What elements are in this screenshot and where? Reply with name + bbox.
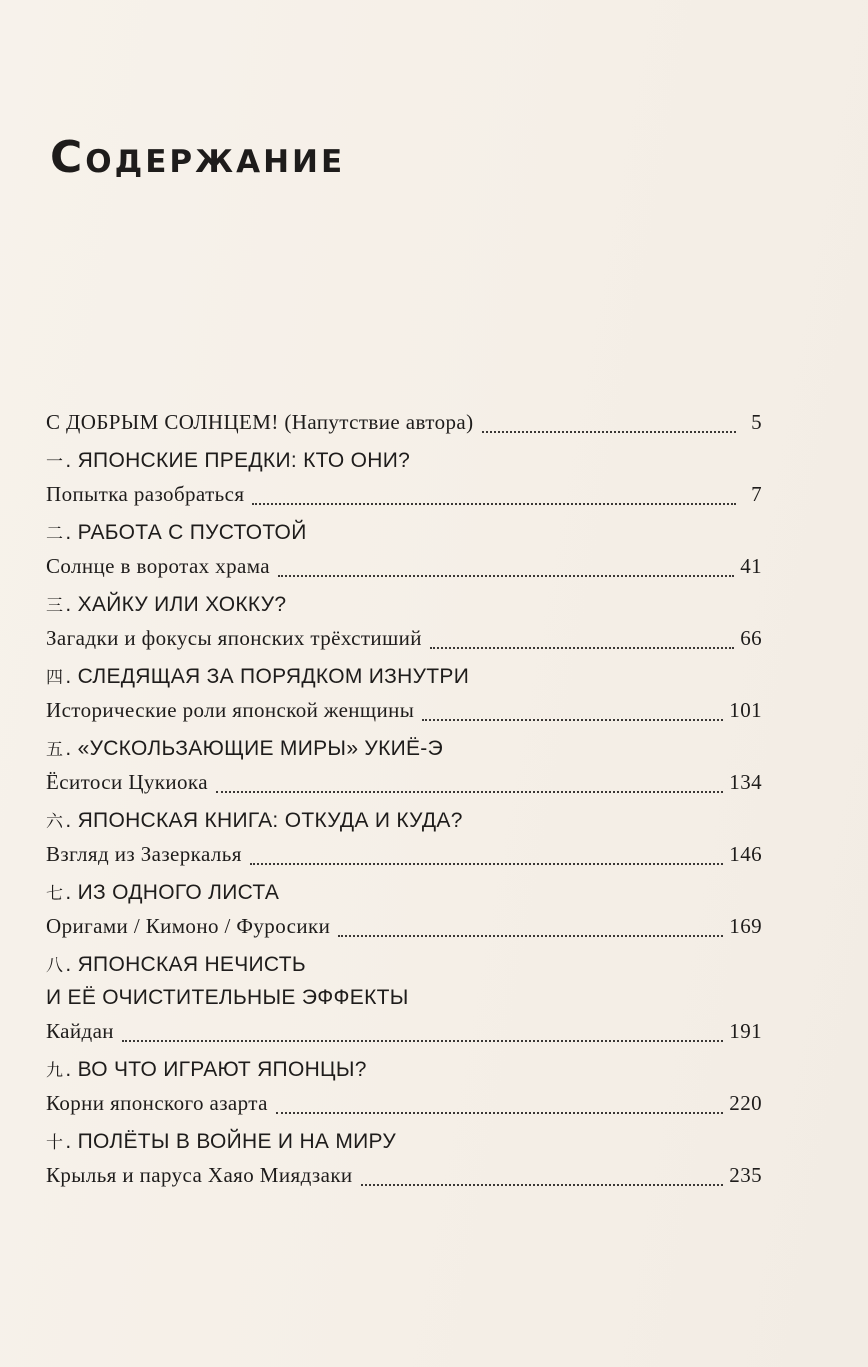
leader-dots [338,935,723,937]
toc-entry-chapter-4 [46,660,762,728]
toc-row [46,404,762,440]
toc-entry-chapter-3 [46,588,762,656]
toc-row [46,621,762,656]
page-number: 41 [740,554,762,578]
leader-dots [250,863,724,865]
leader-dots [276,1112,723,1114]
leader-dots [422,719,723,721]
toc-entry-chapter-8 [46,948,762,1049]
chapter-title: «УСКОЛЬЗАЮЩИЕ МИРЫ» УКИЁ-Э [77,737,443,760]
toc-entry-title: С ДОБРЫМ СОЛНЦЕМ! (Напутствие автора) [46,410,474,434]
chapter-title-continued: И ЕЁ ОЧИСТИТЕЛЬНЫЕ ЭФФЕКТЫ [46,986,409,1009]
chapter-title: ПОЛЁТЫ В ВОЙНЕ И НА МИРУ [77,1130,397,1153]
page-number: 5 [751,410,762,434]
toc-row [46,549,762,584]
chapter-kanji-number: 三 [46,596,64,616]
chapter-title: ИЗ ОДНОГО ЛИСТА [77,881,280,904]
chapter-title: ВО ЧТО ИГРАЮТ ЯПОНЦЫ? [77,1058,367,1081]
chapter-kanji-number: 十 [46,1133,64,1153]
chapter-subtitle: Взгляд из Зазеркалья [46,842,242,866]
chapter-title: ХАЙКУ ИЛИ ХОККУ? [77,593,287,616]
chapter-heading: 四 . СЛЕДЯЩАЯ ЗА ПОРЯДКОМ ИЗНУТРИ [46,660,762,693]
leader-dots [216,791,723,793]
toc-row [46,1158,762,1193]
page-number: 235 [729,1163,762,1187]
toc-entry-chapter-9 [46,1053,762,1121]
chapter-title: ЯПОНСКАЯ КНИГА: ОТКУДА И КУДА? [77,809,463,832]
chapter-title: ЯПОНСКИЕ ПРЕДКИ: КТО ОНИ? [77,449,411,472]
chapter-heading: 三 . ХАЙКУ ИЛИ ХОККУ? [46,588,762,621]
leader-dots [252,503,736,505]
chapter-kanji-number: 五 [46,740,64,760]
chapter-title: ЯПОНСКАЯ НЕЧИСТЬ [77,953,306,976]
chapter-subtitle: Кайдан [46,1019,114,1043]
chapter-subtitle: Ёситоси Цукиока [46,770,208,794]
page-number: 101 [729,698,762,722]
leader-dots [430,647,734,649]
page-number: 146 [729,842,762,866]
chapter-subtitle: Оригами / Кимоно / Фуросики [46,914,331,938]
chapter-kanji-number: 四 [46,668,64,688]
toc-entry-chapter-5 [46,732,762,800]
chapter-subtitle: Попытка разобраться [46,482,245,506]
chapter-subtitle: Исторические роли японской женщины [46,698,415,722]
toc-row [46,477,762,512]
toc-row [46,765,762,800]
toc-row [46,909,762,944]
page-title: Содержание [50,132,346,183]
chapter-heading: 七 . ИЗ ОДНОГО ЛИСТА [46,876,762,909]
page-number: 134 [729,770,762,794]
leader-dots [361,1184,724,1186]
toc-entry-intro [46,404,762,440]
chapter-heading: 八 . ЯПОНСКАЯ НЕЧИСТЬ [46,948,762,981]
toc-entry-chapter-2 [46,516,762,584]
chapter-kanji-number: 二 [46,524,64,544]
leader-dots [278,575,734,577]
toc-row [46,1086,762,1121]
chapter-heading: 十 . ПОЛЁТЫ В ВОЙНЕ И НА МИРУ [46,1125,762,1158]
toc-entry-chapter-6 [46,804,762,872]
chapter-subtitle: Солнце в воротах храма [46,554,271,578]
chapter-kanji-number: 一 [46,452,64,472]
page-number: 169 [729,914,762,938]
page-number: 7 [751,482,762,506]
chapter-title: РАБОТА С ПУСТОТОЙ [77,521,307,544]
chapter-kanji-number: 六 [46,812,64,832]
chapter-subtitle: Корни японского азарта [46,1091,268,1115]
chapter-heading: 一 . ЯПОНСКИЕ ПРЕДКИ: КТО ОНИ? [46,444,762,477]
chapter-heading: 六 . ЯПОНСКАЯ КНИГА: ОТКУДА И КУДА? [46,804,762,837]
chapter-kanji-number: 七 [46,884,64,904]
chapter-kanji-number: 八 [46,956,64,976]
chapter-title: СЛЕДЯЩАЯ ЗА ПОРЯДКОМ ИЗНУТРИ [77,665,470,688]
toc-entry-chapter-1 [46,444,762,512]
leader-dots [482,431,737,433]
chapter-subtitle: Загадки и фокусы японских трёхстиший [46,626,422,650]
toc-row [46,693,762,728]
chapter-subtitle: Крылья и паруса Хаяо Миядзаки [46,1163,353,1187]
table-of-contents [46,404,762,1193]
chapter-heading: 五 . «УСКОЛЬЗАЮЩИЕ МИРЫ» УКИЁ-Э [46,732,762,765]
chapter-heading-line-2 [46,981,762,1014]
page-number: 66 [740,626,762,650]
leader-dots [122,1040,723,1042]
page-number: 220 [729,1091,762,1115]
chapter-kanji-number: 九 [46,1061,64,1081]
toc-entry-chapter-10 [46,1125,762,1193]
toc-row [46,1014,762,1049]
toc-row [46,837,762,872]
toc-entry-chapter-7 [46,876,762,944]
page-number: 191 [729,1019,762,1043]
chapter-heading: 九 . ВО ЧТО ИГРАЮТ ЯПОНЦЫ? [46,1053,762,1086]
chapter-heading: 二 . РАБОТА С ПУСТОТОЙ [46,516,762,549]
